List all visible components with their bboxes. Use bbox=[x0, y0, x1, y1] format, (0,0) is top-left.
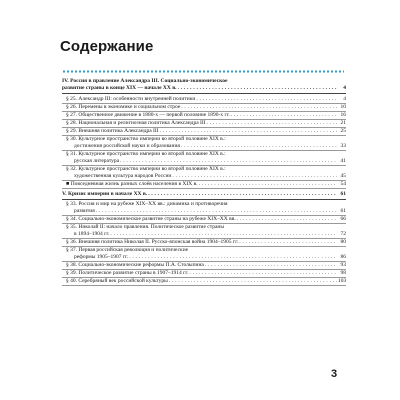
section-page: 4 bbox=[343, 85, 346, 91]
toc-entry-page: 80 bbox=[340, 239, 346, 245]
dot-leader bbox=[148, 191, 337, 198]
toc-entry-text: достижения российской науки и образования bbox=[74, 142, 180, 149]
toc-entry-page: 66 bbox=[340, 216, 346, 222]
dot-leader bbox=[231, 112, 337, 119]
toc-entry-text: художественная культура народов России bbox=[74, 172, 172, 179]
toc-entry-text: § 39. Политическое развитие страны в 1907–1914 гг. bbox=[66, 270, 189, 276]
toc-entry[interactable] bbox=[62, 270, 346, 278]
dot-leader bbox=[96, 208, 337, 215]
toc-entry-page: 4 bbox=[343, 95, 346, 102]
dot-leader bbox=[120, 158, 337, 165]
toc-entry[interactable] bbox=[62, 216, 346, 224]
toc-entry-text: реформы 1905–1907 гг. bbox=[74, 254, 129, 260]
toc-entry[interactable] bbox=[62, 128, 346, 136]
dot-leader bbox=[189, 270, 337, 277]
page-title: Содержание bbox=[60, 38, 154, 55]
toc-entry-page: 103 bbox=[338, 278, 347, 284]
toc-entry-text: § 36. Внешняя политика Николая II. Русско-японская война 1904–1905 гг. bbox=[66, 239, 239, 245]
toc-entry-text: развития bbox=[74, 208, 95, 214]
toc-entry-page: 16 bbox=[340, 111, 346, 118]
toc-entry-text: русская литература bbox=[74, 157, 120, 164]
toc-entry-text: ■ Повседневная жизнь разных слоёв населения в XIX в. bbox=[66, 180, 198, 187]
toc-entry-page: 21 bbox=[340, 119, 346, 126]
toc-entry-page: 72 bbox=[340, 231, 346, 237]
toc-section-heading bbox=[62, 191, 346, 200]
toc-entry-text: § 30. Культурное пространство империи во второй половине XIX в.: bbox=[66, 135, 226, 142]
dot-leader bbox=[239, 239, 337, 246]
toc-entry[interactable] bbox=[62, 278, 346, 286]
dot-leader bbox=[178, 85, 337, 92]
toc-entry[interactable] bbox=[62, 201, 346, 216]
toc-entry-text: § 27. Общественное движение в 1880-х — первой половине 1890-х гг. bbox=[66, 111, 230, 118]
toc-entry-text: § 29. Внешняя политика Александра III bbox=[66, 127, 159, 134]
dot-leader bbox=[181, 143, 337, 150]
page-number: 3 bbox=[331, 368, 338, 380]
toc-entry[interactable] bbox=[62, 262, 346, 270]
toc-entry-page: 33 bbox=[340, 142, 346, 149]
dot-leader bbox=[160, 128, 337, 135]
dot-leader bbox=[181, 104, 337, 111]
toc-entry-text: § 35. Николай II: начало правления. Политическое развитие страны bbox=[66, 224, 225, 230]
toc-entry-text: § 26. Перемены в экономике и социальном строе bbox=[66, 103, 181, 110]
dot-leader bbox=[199, 181, 337, 188]
toc-entry-page: 25 bbox=[340, 127, 346, 134]
section-heading-line: V. Кризис империи в начале XX в. bbox=[62, 190, 148, 197]
toc-entry[interactable] bbox=[62, 166, 346, 181]
toc-entry-page: 10 bbox=[340, 103, 346, 110]
section-page: 61 bbox=[340, 190, 346, 197]
dot-leader bbox=[205, 262, 337, 269]
toc-entry-page: 41 bbox=[340, 157, 346, 164]
toc-entry[interactable] bbox=[62, 120, 346, 128]
toc-entry[interactable] bbox=[62, 112, 346, 120]
dot-leader bbox=[196, 96, 337, 103]
toc-entry-text: § 25. Александр III: особенности внутренней политики bbox=[66, 95, 196, 102]
title-dotted-rule bbox=[62, 70, 344, 73]
toc-entry-page: 93 bbox=[340, 262, 346, 268]
toc-section-heading bbox=[62, 78, 346, 94]
toc-entry[interactable] bbox=[62, 104, 346, 112]
toc-entry-page: 45 bbox=[340, 172, 346, 179]
toc-entry-text: § 37. Первая российская революция и политические bbox=[66, 247, 189, 253]
toc-entry[interactable] bbox=[62, 247, 346, 262]
toc-entry[interactable] bbox=[62, 151, 346, 166]
toc-entry-text: § 40. Серебряный век российской культуры bbox=[66, 278, 168, 284]
toc-entry-text: в 1894–1904 гг. bbox=[74, 231, 110, 237]
dot-leader bbox=[237, 216, 337, 223]
dot-leader bbox=[129, 254, 337, 261]
dot-leader bbox=[110, 231, 337, 238]
toc-entry-text: § 31. Культурное пространство империи во второй половине XIX в.: bbox=[66, 150, 226, 157]
dot-leader bbox=[172, 173, 337, 180]
toc-entry[interactable] bbox=[62, 136, 346, 151]
toc-entry[interactable] bbox=[62, 96, 346, 104]
toc-entry-text: § 33. Россия и мир на рубеже XIX–XX вв.: динамика и противоречия bbox=[66, 201, 228, 207]
section-heading-line: IV. Россия в правление Александра III. Социально-экономическое bbox=[62, 78, 228, 84]
table-of-contents bbox=[62, 76, 346, 286]
toc-entry-page: 86 bbox=[340, 254, 346, 260]
toc-entry-page: 54 bbox=[340, 180, 346, 187]
toc-entry-page: 61 bbox=[340, 208, 346, 214]
section-heading-line: развитие страны в конце XIX — начале XX в. bbox=[62, 85, 177, 91]
toc-entry[interactable] bbox=[62, 224, 346, 239]
toc-entry-text: § 28. Национальная и религиозная политика Александра III bbox=[66, 119, 206, 126]
toc-entry-text: § 34. Социально-экономическое развитие страны на рубеже XIX–XX вв. bbox=[66, 216, 236, 222]
dot-leader bbox=[169, 278, 337, 285]
dot-leader bbox=[207, 120, 337, 127]
toc-entry[interactable] bbox=[62, 239, 346, 247]
toc-entry-text: § 32. Культурное пространство империи во второй половине XIX в.: bbox=[66, 165, 226, 172]
toc-entry-text: § 38. Социально-экономические реформы П.А. Столыпина bbox=[66, 262, 204, 268]
toc-entry-page: 98 bbox=[340, 270, 346, 276]
toc-entry[interactable] bbox=[62, 181, 346, 189]
